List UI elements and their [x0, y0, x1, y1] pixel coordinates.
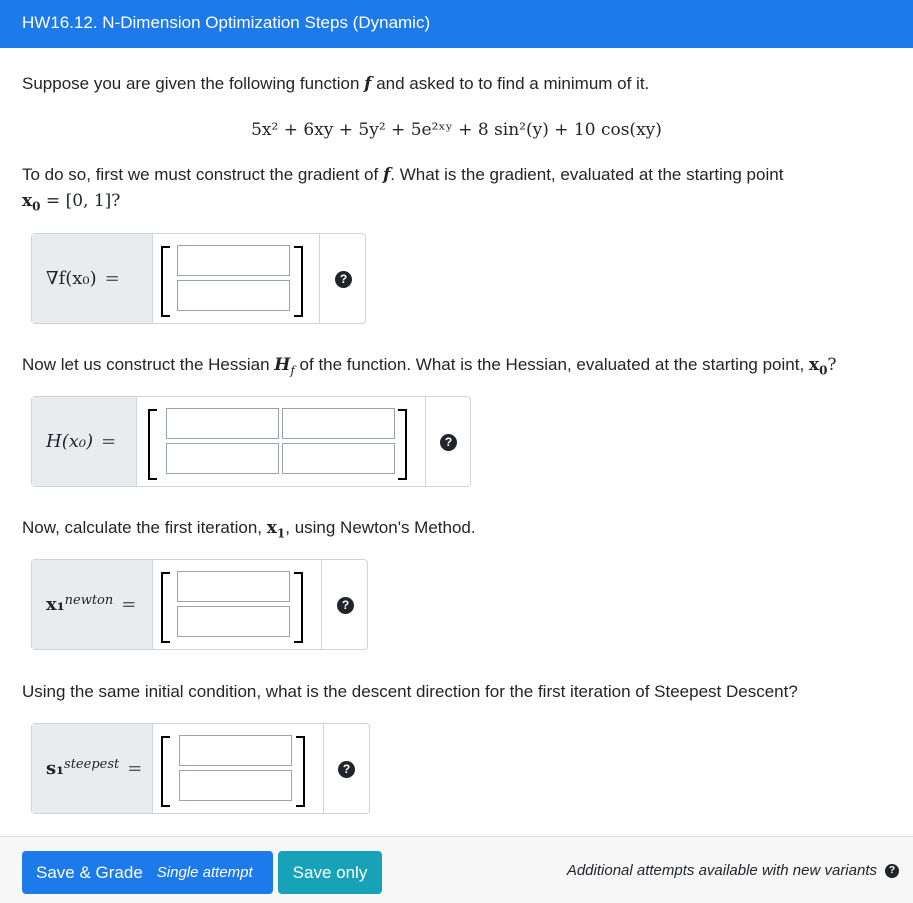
right-bracket [294, 572, 303, 643]
function-formula [0, 116, 913, 144]
newton-input-group [31, 559, 368, 650]
help-icon[interactable]: ? [337, 597, 354, 614]
help-icon[interactable]: ? [440, 434, 457, 451]
steepest-label: s₁ $^{steepest}$ = [32, 724, 153, 813]
attempts-note: Additional attempts available with new variants [566, 862, 877, 879]
question-header [0, 0, 913, 48]
steepest-input-1[interactable] [179, 735, 292, 766]
info-icon[interactable]: ? [885, 864, 899, 878]
hessian-prompt: Now let us construct the Hessian $H_f$ of the function. What is the Hessian, evaluated at the starting point, $x_0$? [22, 355, 837, 378]
hessian-input-22[interactable] [282, 443, 395, 474]
steepest-input-2[interactable] [179, 770, 292, 801]
question-title: HW16.12. N-Dimension Optimization Steps (Dynamic) [22, 13, 431, 32]
hessian-input-12[interactable] [282, 408, 395, 439]
save-only-button[interactable]: Save only [278, 851, 382, 894]
help-icon[interactable]: ? [335, 271, 352, 288]
hessian-input-11[interactable] [166, 408, 279, 439]
help-icon[interactable]: ? [338, 761, 355, 778]
right-bracket [398, 409, 407, 480]
right-bracket [294, 246, 303, 317]
hessian-input-group [31, 396, 471, 487]
right-bracket [296, 736, 305, 807]
gradient-prompt: To do so, first we must construct the gradient of f. What is the gradient, evaluated at the starting point [22, 165, 784, 185]
save-grade-button[interactable]: Save & Grade Single attempt [22, 851, 273, 894]
gradient-input-1[interactable] [177, 245, 290, 276]
steepest-prompt: Using the same initial condition, what is the descent direction for the first iteration of Steepest Descent? [22, 682, 798, 701]
left-bracket [161, 246, 170, 317]
gradient-input-2[interactable] [177, 280, 290, 311]
hessian-label: H(x₀) = [32, 397, 137, 486]
gradient-input-group [31, 233, 366, 324]
newton-input-2[interactable] [177, 606, 290, 637]
left-bracket [161, 736, 170, 807]
hessian-input-21[interactable] [166, 443, 279, 474]
left-bracket [161, 572, 170, 643]
gradient-label: ∇f(x₀) = [32, 234, 153, 323]
function-formula-text: 5x² + 6xy + 5y² + 5e²ˣʸ + 8 sin²(y) + 10 cos(xy) [251, 120, 662, 140]
steepest-input-group [31, 723, 370, 814]
left-bracket [148, 409, 157, 480]
newton-label: x₁ $^{newton}$ = [32, 560, 153, 649]
intro-text: Suppose you are given the following function f and asked to to find a minimum of it. [22, 74, 650, 94]
start-point-text: $x_0 = [0$, 1]? [22, 191, 121, 214]
newton-input-1[interactable] [177, 571, 290, 602]
newton-prompt: Now, calculate the first iteration, $x_1$, using Newton's Method. [22, 518, 476, 541]
